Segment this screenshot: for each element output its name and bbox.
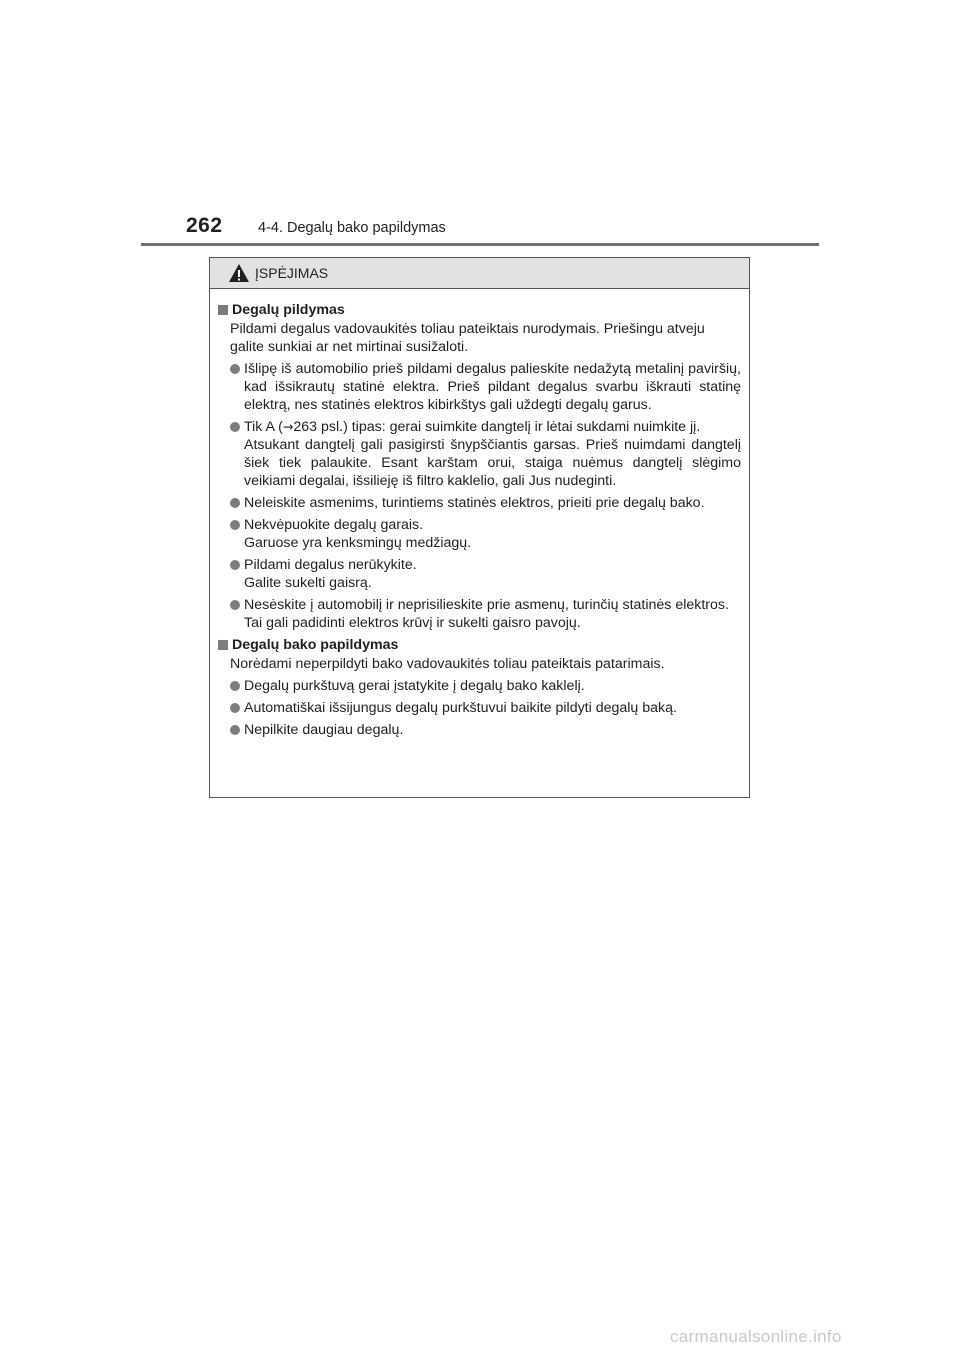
list-item-line: Neleiskite asmenims, turintiems statinės elektros, prieiti prie degalų bako. [244,495,705,511]
list-item-line [244,418,741,436]
section-intro: Pildami degalus vadovaukitės toliau pateiktais nurodymais. Priešingu atveju galite sunkiai ar net mirtinai susižaloti. [230,321,705,355]
warning-box [209,257,750,798]
list-item-line: Nekvėpuokite degalų garais. [244,517,424,533]
list-item-line: Nepilkite daugiau degalų. [244,722,404,738]
ref-text-after: 263 psl.) tipas: gerai suimkite dangtelį ir lėtai sukdami nuimkite jį. [293,419,701,435]
bullet-dot-icon [230,681,240,691]
list-item-text [244,418,741,490]
bullet-dot-icon [230,520,240,530]
list-item [230,677,741,695]
list-item-text [244,596,741,632]
bullet-dot-icon [230,600,240,610]
header-rule [141,243,819,246]
page-number: 262 [186,214,223,237]
arrow-right-icon: → [282,419,294,434]
list-item-text [244,556,741,592]
list-item-text [244,721,741,739]
list-item [230,699,741,717]
ref-text-before: Tik A ( [244,419,283,435]
list-item [230,596,741,632]
warning-header [210,258,749,289]
bullet-dot-icon [230,498,240,508]
list-item-text [244,699,741,717]
bullet-dot-icon [230,703,240,713]
list-item [230,494,741,512]
square-bullet-icon [218,305,228,315]
list-item [230,360,741,414]
section-heading [218,301,741,319]
list-item-text [244,360,741,414]
section-heading-text: Degalų pildymas [232,302,345,318]
list-item-line: Pildami degalus nerūkykite. [244,557,417,573]
section-heading [218,636,741,654]
watermark: carmanualsonline.info [670,1327,842,1346]
warning-label: ĮSPĖJIMAS [255,265,329,281]
list-item-line: Garuose yra kenksmingų medžiagų. [244,535,472,551]
section-intro: Norėdami neperpildyti bako vadovaukitės toliau pateiktais patarimais. [230,656,665,672]
list-item-line: Atsukant dangtelį gali pasigirsti šnypščiantis garsas. Prieš nuimdami dangtelį šiek tiek palaukite. Esant karštam orui, staiga nuėmus dangtelį slėgimo veikiami degalai, išsilieję iš filtro kaklelio, gali Jus nudeginti. [244,437,741,489]
warning-triangle-icon [228,263,250,283]
bullet-dot-icon [230,364,240,374]
list-item-line: Nesėskite į automobilį ir neprisilieskite prie asmenų, turinčių statinės elektros. [244,597,729,613]
section-title: 4-4. Degalų bako papildymas [258,220,446,236]
square-bullet-icon [218,640,228,650]
list-item-line: Galite sukelti gaisrą. [244,575,372,591]
list-item-line: Tai gali padidinti elektros krūvį ir sukelti gaisro pavojų. [244,615,581,631]
bullet-dot-icon [230,422,240,432]
list-item-line: Degalų purkštuvą gerai įstatykite į degalų bako kaklelį. [244,678,585,694]
list-item [230,721,741,739]
list-item [230,556,741,592]
list-item-line: Išlipę iš automobilio prieš pildami degalus palieskite nedažytą metalinį paviršių, kad išsikrautų statinė elektra. Prieš pildant degalus svarbu iškrauti statinę elektrą, nes statinės elektros kibirkštys gali uždegti degalų garus. [244,361,741,413]
list-item-text [244,677,741,695]
warning-body [210,289,749,739]
list-item-line: Automatiškai išsijungus degalų purkštuvui baikite pildyti degalų baką. [244,700,677,716]
list-item [230,418,741,490]
section-heading-text: Degalų bako papildymas [232,637,399,653]
bullet-dot-icon [230,560,240,570]
list-item-text [244,516,741,552]
list-item [230,516,741,552]
bullet-dot-icon [230,725,240,735]
list-item-text [244,494,741,512]
